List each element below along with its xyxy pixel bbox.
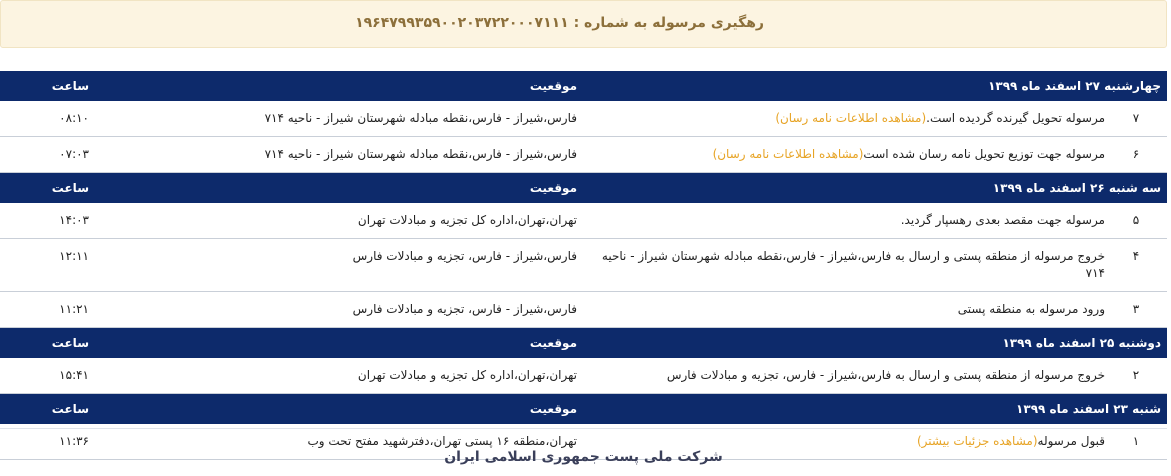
event-number: ۴ (1115, 239, 1167, 292)
day-label: چهارشنبه ۲۷ اسفند ماه ۱۳۹۹ (583, 71, 1167, 101)
location-column-header: موقعیت (95, 328, 583, 359)
time-column-header: ساعت (0, 173, 95, 204)
event-location: تهران،تهران،اداره کل تجزیه و مبادلات تهران (95, 358, 583, 394)
table-row (0, 203, 1167, 239)
tracking-table (0, 71, 1167, 460)
event-description-cell (583, 101, 1115, 137)
location-column-header: موقعیت (95, 71, 583, 101)
event-location: فارس،شیراز - فارس،نقطه مبادله شهرستان شیراز - ناحیه ۷۱۴ (95, 137, 583, 173)
event-time: ۱۱:۲۱ (0, 292, 95, 328)
table-row (0, 137, 1167, 173)
event-location: تهران،تهران،اداره کل تجزیه و مبادلات تهران (95, 203, 583, 239)
location-column-header: موقعیت (95, 394, 583, 425)
event-location: فارس،شیراز - فارس،نقطه مبادله شهرستان شیراز - ناحیه ۷۱۴ (95, 101, 583, 137)
tracking-table-body (0, 71, 1167, 460)
location-column-header: موقعیت (95, 173, 583, 204)
footer-divider (0, 428, 1167, 429)
time-column-header: ساعت (0, 328, 95, 359)
table-row (0, 239, 1167, 292)
event-details-link[interactable]: (مشاهده جزئیات بیشتر) (916, 434, 1038, 448)
event-time: ۱۵:۴۱ (0, 358, 95, 394)
footer-company-name: شرکت ملی پست جمهوری اسلامی ایران (444, 449, 723, 465)
day-header-row (0, 173, 1167, 204)
table-row (0, 358, 1167, 394)
tracking-title: رهگیری مرسوله به شماره : ۱۹۶۴۷۹۹۳۵۹۰۰۲۰۳۷۲۲۰۰۰۷۱۱۱ (355, 15, 764, 31)
event-time: ۰۷:۰۳ (0, 137, 95, 173)
event-number: ۷ (1115, 101, 1167, 137)
day-label: دوشنبه ۲۵ اسفند ماه ۱۳۹۹ (583, 328, 1167, 359)
day-header-row (0, 328, 1167, 359)
event-details-link[interactable]: (مشاهده اطلاعات نامه رسان) (712, 147, 864, 161)
event-details-link[interactable]: (مشاهده اطلاعات نامه رسان) (775, 111, 927, 125)
table-row (0, 292, 1167, 328)
event-description: قبول مرسوله (1037, 434, 1105, 448)
event-time: ۱۲:۱۱ (0, 239, 95, 292)
day-header-row (0, 394, 1167, 425)
event-number: ۲ (1115, 358, 1167, 394)
event-location: تهران،منطقه ۱۶ پستی تهران،دفترشهید مفتح تحت وب (95, 424, 583, 460)
time-column-header: ساعت (0, 394, 95, 425)
event-description-cell (583, 358, 1115, 394)
event-description-cell (583, 292, 1115, 328)
day-header-row (0, 71, 1167, 101)
event-location: فارس،شیراز - فارس، تجزیه و مبادلات فارس (95, 239, 583, 292)
event-time: ۰۸:۱۰ (0, 101, 95, 137)
day-label: سه شنبه ۲۶ اسفند ماه ۱۳۹۹ (583, 173, 1167, 204)
day-label: شنبه ۲۳ اسفند ماه ۱۳۹۹ (583, 394, 1167, 425)
event-number: ۶ (1115, 137, 1167, 173)
time-column-header: ساعت (0, 71, 95, 101)
event-description-cell (583, 239, 1115, 292)
event-description: خروج مرسوله از منطقه پستی و ارسال به فارس،شیراز - فارس، تجزیه و مبادلات فارس (666, 368, 1105, 382)
table-row (0, 101, 1167, 137)
event-description: مرسوله جهت توزیع تحویل نامه رسان شده است (863, 147, 1105, 161)
event-number: ۳ (1115, 292, 1167, 328)
tracking-title-bar (0, 0, 1167, 48)
event-description: ورود مرسوله به منطقه پستی (957, 302, 1105, 316)
event-description: خروج مرسوله از منطقه پستی و ارسال به فارس،شیراز - فارس،نقطه مبادله شهرستان شیراز - ناحیه ۷۱۴ (601, 249, 1105, 280)
event-location: فارس،شیراز - فارس، تجزیه و مبادلات فارس (95, 292, 583, 328)
event-description: مرسوله تحویل گیرنده گردیده است. (926, 111, 1105, 125)
event-number: ۵ (1115, 203, 1167, 239)
event-number: ۱ (1115, 424, 1167, 460)
event-description-cell (583, 203, 1115, 239)
event-time: ۱۱:۳۶ (0, 424, 95, 460)
event-description: مرسوله جهت مقصد بعدی رهسپار گردید. (900, 213, 1105, 227)
event-time: ۱۴:۰۳ (0, 203, 95, 239)
event-description-cell (583, 137, 1115, 173)
